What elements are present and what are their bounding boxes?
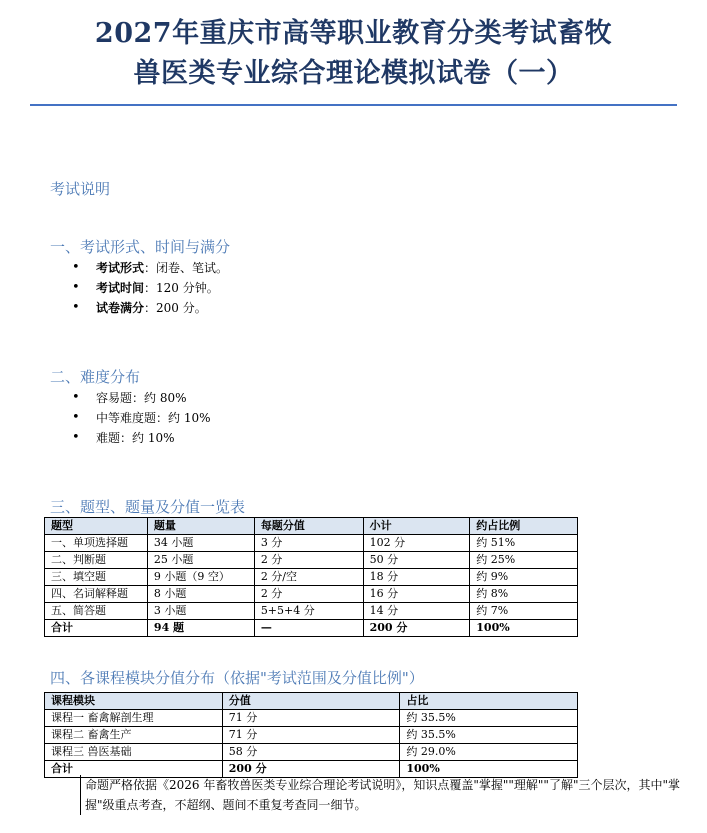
table-header-row: 题型 题量 每题分值 小计 约占比例 (45, 518, 578, 535)
list-item: • 容易题：约 80% (72, 388, 211, 408)
section1-list (72, 258, 228, 318)
title-line-2: 兽医类专业综合理论模拟试卷（一） (133, 58, 574, 89)
table-row: 四、名词解释题 8 小题 2 分 16 分 约 8% (45, 586, 578, 603)
list-item: • 难题：约 10% (72, 428, 211, 448)
table-total-row: 合计 200 分 100% (45, 761, 578, 778)
page-title (30, 14, 677, 94)
module-score-table (44, 692, 578, 778)
section2-heading: 二、难度分布 (50, 368, 141, 386)
title-divider (30, 104, 677, 106)
note-paragraph: 命题严格依据《2026 年畜牧兽医类专业综合理论考试说明》，知识点覆盖"掌握""理解""了解"三个层次，其中"掌握"级重点考查，不超纲、题间不重复考查同一细节。 (80, 775, 680, 815)
table-total-row: 合计 94 题 — 200 分 100% (45, 620, 578, 637)
list-item: • 考试时间：120 分钟。 (72, 278, 228, 298)
table-row: 课程一 畜禽解剖生理 71 分 约 35.5% (45, 710, 578, 727)
section4-heading: 四、各课程模块分值分布（依据"考试范围及分值比例"） (50, 669, 424, 687)
section1-heading: 一、考试形式、时间与满分 (50, 238, 231, 256)
list-item: • 考试形式：闭卷、笔试。 (72, 258, 228, 278)
section2-list (72, 388, 211, 448)
table-row: 一、单项选择题 34 小题 3 分 102 分 约 51% (45, 535, 578, 552)
question-type-table (44, 517, 578, 637)
list-item: • 试卷满分：200 分。 (72, 298, 228, 318)
table-header-row: 课程模块 分值 占比 (45, 693, 578, 710)
list-item: • 中等难度题：约 10% (72, 408, 211, 428)
table-row: 课程三 兽医基础 58 分 约 29.0% (45, 744, 578, 761)
table-row: 二、判断题 25 小题 2 分 50 分 约 25% (45, 552, 578, 569)
table-row: 五、简答题 3 小题 5+5+4 分 14 分 约 7% (45, 603, 578, 620)
table-row: 三、填空题 9 小题（9 空） 2 分/空 18 分 约 9% (45, 569, 578, 586)
exam-note-heading: 考试说明 (50, 180, 111, 198)
table-row: 课程二 畜禽生产 71 分 约 35.5% (45, 727, 578, 744)
title-line-1: 2027年重庆市高等职业教育分类考试畜牧 (94, 18, 613, 49)
section3-heading: 三、题型、题量及分值一览表 (50, 498, 246, 516)
